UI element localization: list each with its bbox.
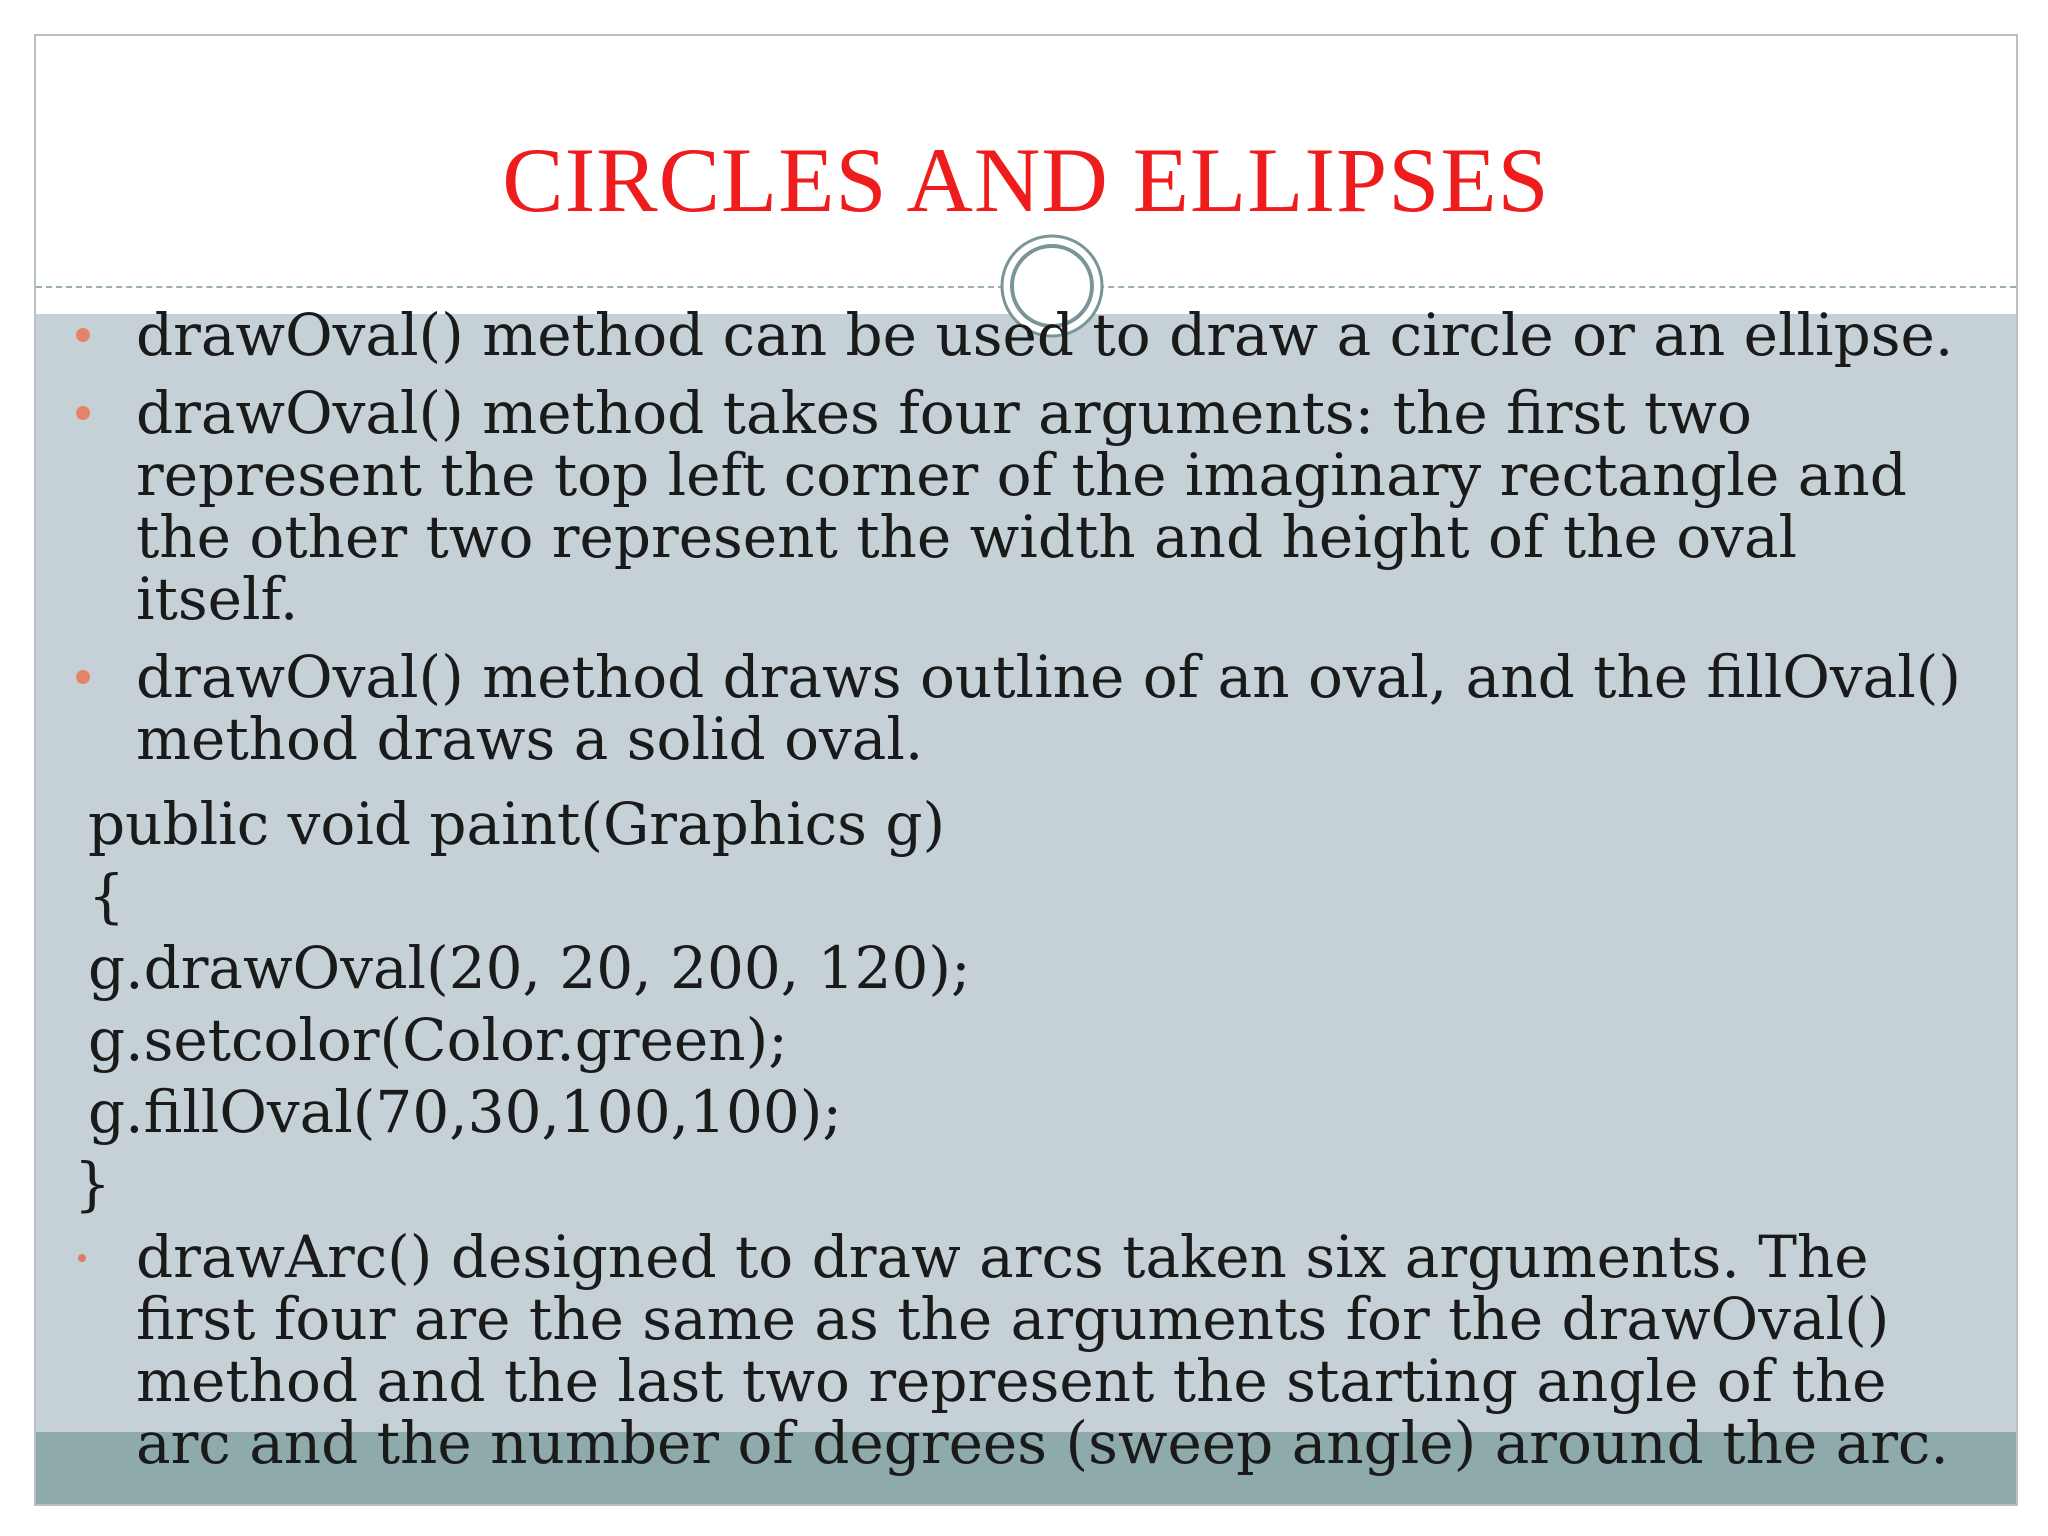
bullet-item — [36, 379, 2016, 633]
slide-title: CIRCLES AND ELLIPSES — [502, 129, 1550, 231]
bullet-dot-icon — [76, 670, 90, 684]
slide — [34, 34, 2018, 1506]
bullet-text: drawOval() method takes four arguments: the first two represent the top left corner of the imaginary rectangle and the other two represent the width and height of the oval itself. — [136, 379, 1907, 633]
code-line: g.setcolor(Color.green); — [88, 1006, 788, 1074]
code-line: public void paint(Graphics g) — [88, 790, 946, 858]
code-line: } — [74, 1150, 111, 1218]
bullet-item — [36, 1223, 2016, 1477]
bullet-text: drawOval() method can be used to draw a circle or an ellipse. — [136, 301, 1954, 369]
code-line: g.fillOval(70,30,100,100); — [88, 1078, 842, 1146]
code-line: g.drawOval(20, 20, 200, 120); — [88, 934, 971, 1002]
bullet-item — [36, 301, 2016, 369]
bullet-dot-icon — [78, 1254, 86, 1262]
bullet-text: drawOval() method draws outline of an oval, and the fillOval() method draws a solid oval. — [136, 643, 1962, 773]
bullet-dot-icon — [76, 406, 90, 420]
bullet-dot-icon — [76, 328, 90, 342]
code-block — [36, 788, 2016, 1220]
code-line: { — [88, 862, 125, 930]
bullet-text: drawArc() designed to draw arcs taken six arguments. The first four are the same as the arguments for the drawOval() method and the last two represent the starting angle of the arc and the number of degrees (sweep angle) around the arc. — [136, 1223, 1949, 1477]
slide-content — [36, 301, 2016, 1477]
bullet-item — [36, 643, 2016, 773]
